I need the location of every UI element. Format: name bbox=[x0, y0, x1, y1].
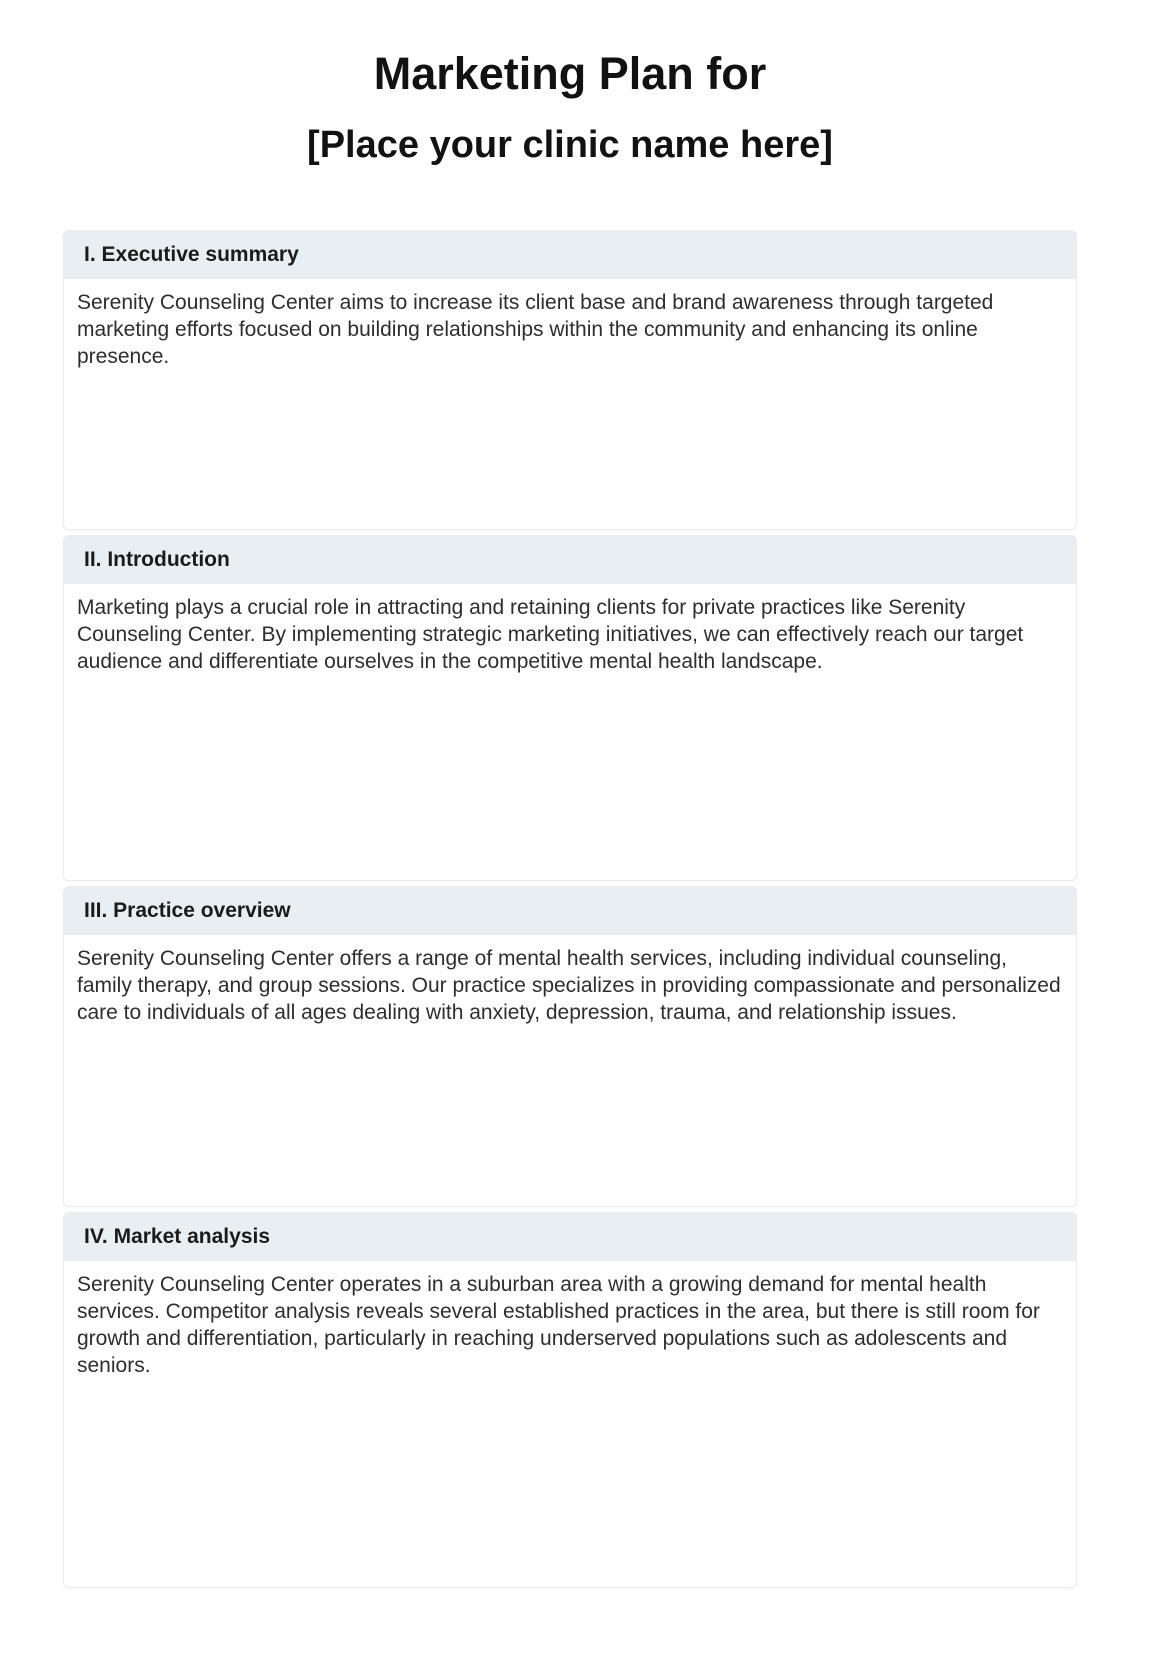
page-title: Marketing Plan for bbox=[373, 48, 767, 99]
section-header-bar bbox=[64, 1213, 1076, 1261]
section-body-field[interactable]: Serenity Counseling Center offers a range of mental health services, including individual counseling, family therapy, and group sessions. Our practice specializes in providing compassionate and personalized care to individuals of all ages dealing with anxiety, depression, trauma, and relationship issues. bbox=[77, 947, 1061, 1025]
document-page bbox=[63, 48, 1077, 1588]
section-executive-summary bbox=[63, 230, 1077, 530]
section-header-bar bbox=[64, 231, 1076, 279]
section-practice-overview bbox=[63, 886, 1077, 1207]
section-heading: II. Introduction bbox=[84, 548, 230, 572]
section-body-field[interactable]: Serenity Counseling Center operates in a suburban area with a growing demand for mental health services. Competitor analysis reveals several established practices in the area, but there is still room for growth and differentiation, particularly in reaching underserved populations such as adolescents and seniors. bbox=[77, 1273, 1040, 1378]
section-heading: III. Practice overview bbox=[84, 899, 291, 923]
section-heading: IV. Market analysis bbox=[84, 1225, 271, 1249]
section-body-field[interactable]: Marketing plays a crucial role in attracting and retaining clients for private practices like Serenity Counseling Center. By implementing strategic marketing initiatives, we can effectively reach our target audience and differentiate ourselves in the competitive mental health landscape. bbox=[77, 596, 1024, 674]
section-heading: I. Executive summary bbox=[84, 243, 299, 267]
section-header-bar bbox=[64, 536, 1076, 584]
section-body-field[interactable]: Serenity Counseling Center aims to increase its client base and brand awareness through targeted marketing efforts focused on building relationships within the community and enhancing its online presence. bbox=[77, 291, 994, 369]
section-market-analysis bbox=[63, 1212, 1077, 1588]
clinic-name-placeholder[interactable]: [Place your clinic name here] bbox=[307, 123, 833, 166]
section-list bbox=[63, 230, 1077, 1588]
section-introduction bbox=[63, 535, 1077, 881]
section-header-bar bbox=[64, 887, 1076, 935]
